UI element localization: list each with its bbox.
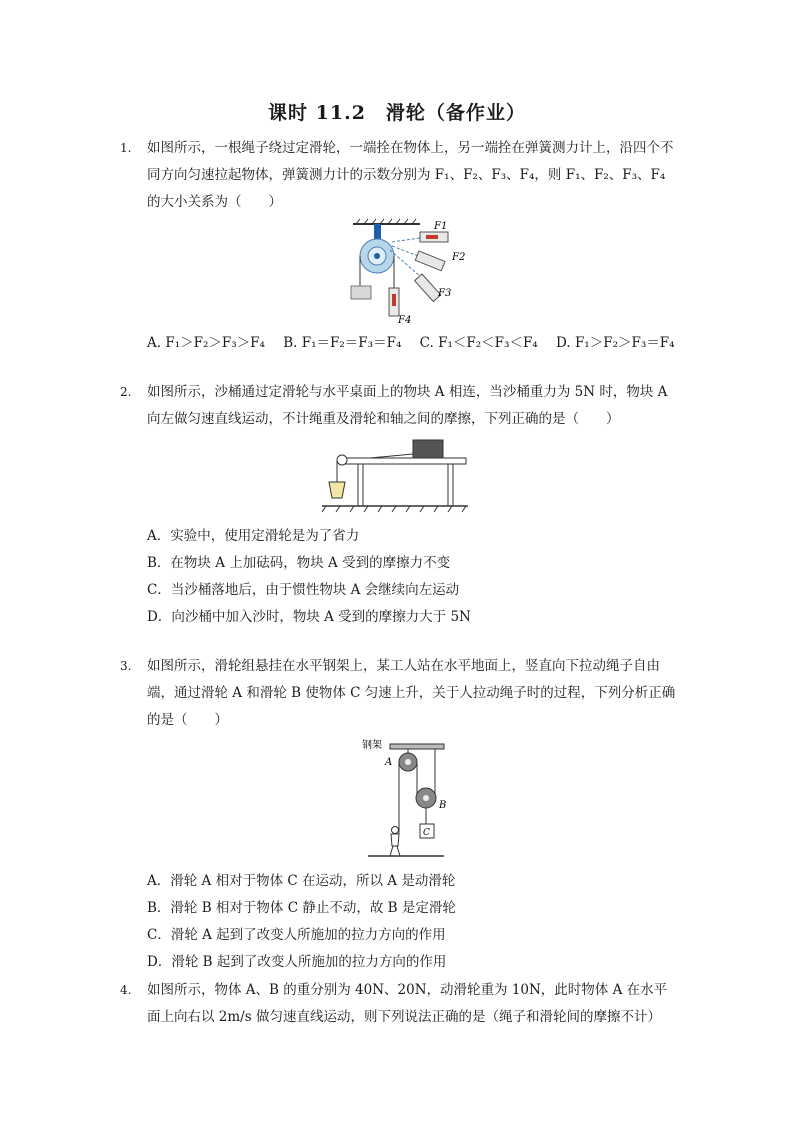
option-b[interactable]: B．滑轮 B 相对于物体 C 静止不动，故 B 是定滑轮 xyxy=(147,900,456,916)
label-f4: F4 xyxy=(398,315,412,326)
label-b: B xyxy=(439,800,447,811)
label-f2: F2 xyxy=(452,252,466,263)
option-b[interactable]: B．在物块 A 上加砝码，物块 A 受到的摩擦力不变 xyxy=(147,555,451,571)
options-1 xyxy=(147,331,689,351)
question-4 xyxy=(120,977,680,1031)
question-3 xyxy=(120,653,680,734)
question-number: 1. xyxy=(120,141,132,155)
label-f1: F1 xyxy=(434,221,448,232)
option-b[interactable]: B. F₁＝F₂＝F₃＝F₄ xyxy=(283,335,402,351)
figure-sandbucket-table xyxy=(320,438,470,514)
option-d[interactable]: D．滑轮 B 起到了改变人所施加的拉力方向的作用 xyxy=(147,954,447,970)
option-c[interactable]: C. F₁＜F₂＜F₃＜F₄ xyxy=(419,335,538,351)
option-d[interactable]: D．向沙桶中加入沙时，物块 A 受到的摩擦力大于 5N xyxy=(147,609,471,625)
label-steel-frame: 钢架 xyxy=(362,740,382,751)
figure-pulley-system xyxy=(360,736,450,860)
question-number: 3. xyxy=(120,659,132,673)
question-text: 如图所示，沙桶通过定滑轮与水平桌面上的物块 A 相连，当沙桶重力为 5N 时，物块 A 向左做匀速直线运动，不计绳重及滑轮和轴之间的摩擦，下列正确的是（ ） xyxy=(147,384,668,427)
question-text: 如图所示，滑轮组悬挂在水平钢架上，某工人站在水平地面上，竖直向下拉动绳子自由端，通过滑轮 A 和滑轮 B 使物体 C 匀速上升，关于人拉动绳子时的过程，下列分析正确的是（ ） xyxy=(147,658,676,728)
question-number: 4. xyxy=(120,983,132,997)
option-a[interactable]: A．实验中，使用定滑轮是为了省力 xyxy=(147,528,360,544)
label-f3: F3 xyxy=(438,288,452,299)
question-1 xyxy=(120,135,680,216)
figure-fixed-pulley-spring-scales xyxy=(340,216,480,326)
option-d[interactable]: D. F₁＞F₂＞F₃＝F₄ xyxy=(556,335,675,351)
question-2 xyxy=(120,379,680,433)
question-text: 如图所示，一根绳子绕过定滑轮，一端拴在物体上，另一端拴在弹簧测力计上，沿四个不同方向匀速拉起物体，弹簧测力计的示数分别为 F₁、F₂、F₃、F₄，则 F₁、F₂、F₃、F₄ 的大小关系为（ ） xyxy=(147,140,674,210)
question-text: 如图所示，物体 A、B 的重分别为 40N、20N，动滑轮重为 10N，此时物体 A 在水平面上向右以 2m/s 做匀速直线运动，则下列说法正确的是（绳子和滑轮间的摩擦不计） xyxy=(147,982,668,1025)
option-a[interactable]: A．滑轮 A 相对于物体 C 在运动，所以 A 是动滑轮 xyxy=(147,873,456,889)
option-c[interactable]: C．当沙桶落地后，由于惯性物块 A 会继续向左运动 xyxy=(147,582,460,598)
option-a[interactable]: A. F₁＞F₂＞F₃＞F₄ xyxy=(147,335,265,351)
question-number: 2. xyxy=(120,385,132,399)
label-c: C xyxy=(423,828,430,838)
label-a: A xyxy=(385,757,393,768)
option-c[interactable]: C．滑轮 A 起到了改变人所施加的拉力方向的作用 xyxy=(147,927,446,943)
page-title: 课时 11.2 滑轮（备作业） xyxy=(268,102,526,124)
